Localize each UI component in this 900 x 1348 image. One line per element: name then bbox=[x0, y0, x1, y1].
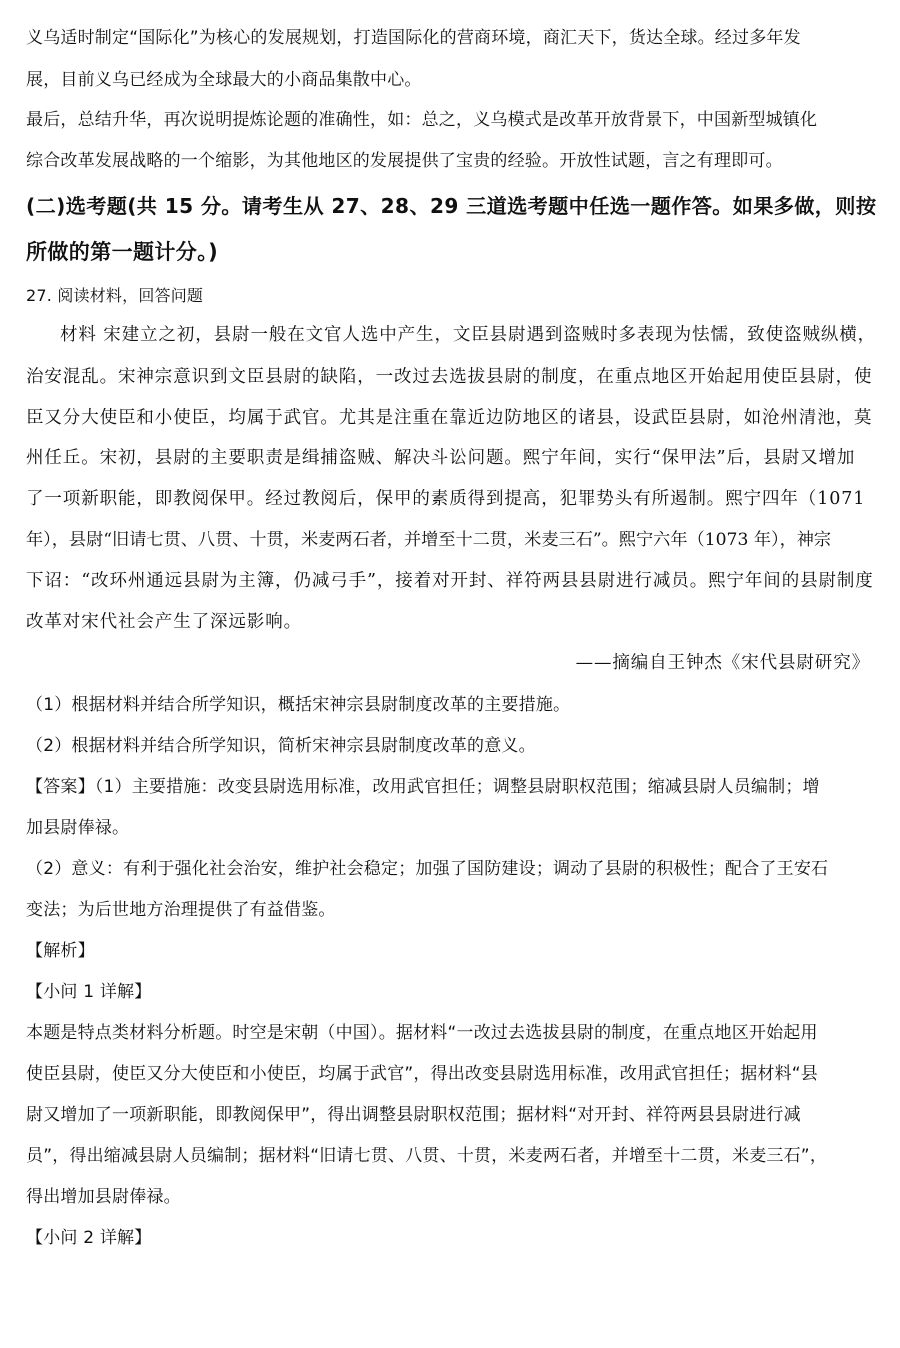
material-line: 材料 宋建立之初，县尉一般在文官人选中产生，文臣县尉遇到盗贼时多表现为怯懦，致使盗贼纵横， bbox=[60, 325, 877, 345]
sub-question-1: （1）根据材料并结合所学知识，概括宋神宗县尉制度改革的主要措施。 bbox=[26, 695, 571, 715]
text-line: 义乌适时制定“国际化”为核心的发展规划，打造国际化的营商环境，商汇天下，货达全球。经过多年发 bbox=[26, 28, 801, 48]
material-line: 了一项新职能，即教阅保甲。经过教阅后，保甲的素质得到提高，犯罪势头有所遏制。熙宁四年（1071 bbox=[26, 489, 866, 509]
sub-question-2: （2）根据材料并结合所学知识，简析宋神宗县尉制度改革的意义。 bbox=[26, 736, 536, 756]
analysis-line: 尉又增加了一项新职能，即教阅保甲”，得出调整县尉职权范围；据材料“对开封、祥符两县县尉进行减 bbox=[26, 1105, 801, 1125]
section-heading-line: (二)选考题(共 15 分。请考生从 27、28、29 三道选考题中任选一题作答。如果多做，则按 bbox=[26, 194, 877, 218]
sub1-heading: 【小问 1 详解】 bbox=[26, 982, 152, 1002]
analysis-line: 本题是特点类材料分析题。时空是宋朝（中国）。据材料“一改过去选拔县尉的制度，在重点地区开始起用 bbox=[26, 1023, 818, 1043]
answer-line: （2）意义：有利于强化社会治安，维护社会稳定；加强了国防建设；调动了县尉的积极性；配合了王安石 bbox=[26, 859, 829, 879]
material-line: 治安混乱。宋神宗意识到文臣县尉的缺陷，一改过去选拔县尉的制度，在重点地区开始起用使臣县尉，使 bbox=[26, 367, 873, 387]
material-line: 州任丘。宋初，县尉的主要职责是缉捕盗贼、解决斗讼问题。熙宁年间，实行“保甲法”后，县尉又增加 bbox=[26, 448, 856, 468]
text-line: 综合改革发展战略的一个缩影，为其他地区的发展提供了宝贵的经验。开放性试题，言之有理即可。 bbox=[26, 151, 783, 171]
material-line: 臣又分大使臣和小使臣，均属于武官。尤其是注重在靠近边防地区的诸县，设武臣县尉，如沧州清池，莫 bbox=[26, 408, 873, 428]
section-heading-line: 所做的第一题计分。) bbox=[26, 240, 219, 264]
material-line: 下诏：“改环州通远县尉为主簿，仍减弓手”，接着对开封、祥符两县县尉进行减员。熙宁年间的县尉制度 bbox=[26, 571, 874, 591]
analysis-line: 得出增加县尉俸禄。 bbox=[26, 1187, 181, 1207]
material-line: 改革对宋代社会产生了深远影响。 bbox=[26, 612, 302, 632]
answer-line: 变法；为后世地方治理提供了有益借鉴。 bbox=[26, 900, 336, 920]
text-line: 最后，总结升华，再次说明提炼论题的准确性，如：总之，义乌模式是改革开放背景下，中国新型城镇化 bbox=[26, 110, 818, 130]
material-line: 年），县尉“旧请七贯、八贯、十贯，米麦两石者，并增至十二贯，米麦三石”。熙宁六年（1073 年），神宗 bbox=[26, 530, 832, 550]
material-source: ——摘编自王钟杰《宋代县尉研究》 bbox=[575, 653, 870, 673]
question-title: 27. 阅读材料，回答问题 bbox=[26, 286, 204, 305]
answer-line: 【答案】（1）主要措施：改变县尉选用标准，改用武官担任；调整县尉职权范围；缩减县尉人员编制；增 bbox=[26, 777, 820, 797]
text-line: 展，目前义乌已经成为全球最大的小商品集散中心。 bbox=[26, 70, 422, 90]
sub2-heading: 【小问 2 详解】 bbox=[26, 1228, 152, 1248]
answer-line: 加县尉俸禄。 bbox=[26, 818, 130, 838]
analysis-line: 使臣县尉，使臣又分大使臣和小使臣，均属于武官”，得出改变县尉选用标准，改用武官担任；据材料“县 bbox=[26, 1064, 819, 1084]
analysis-label: 【解析】 bbox=[26, 941, 95, 961]
analysis-line: 员”，得出缩减县尉人员编制；据材料“旧请七贯、八贯、十贯，米麦两石者，并增至十二贯，米麦三石”， bbox=[26, 1146, 828, 1166]
